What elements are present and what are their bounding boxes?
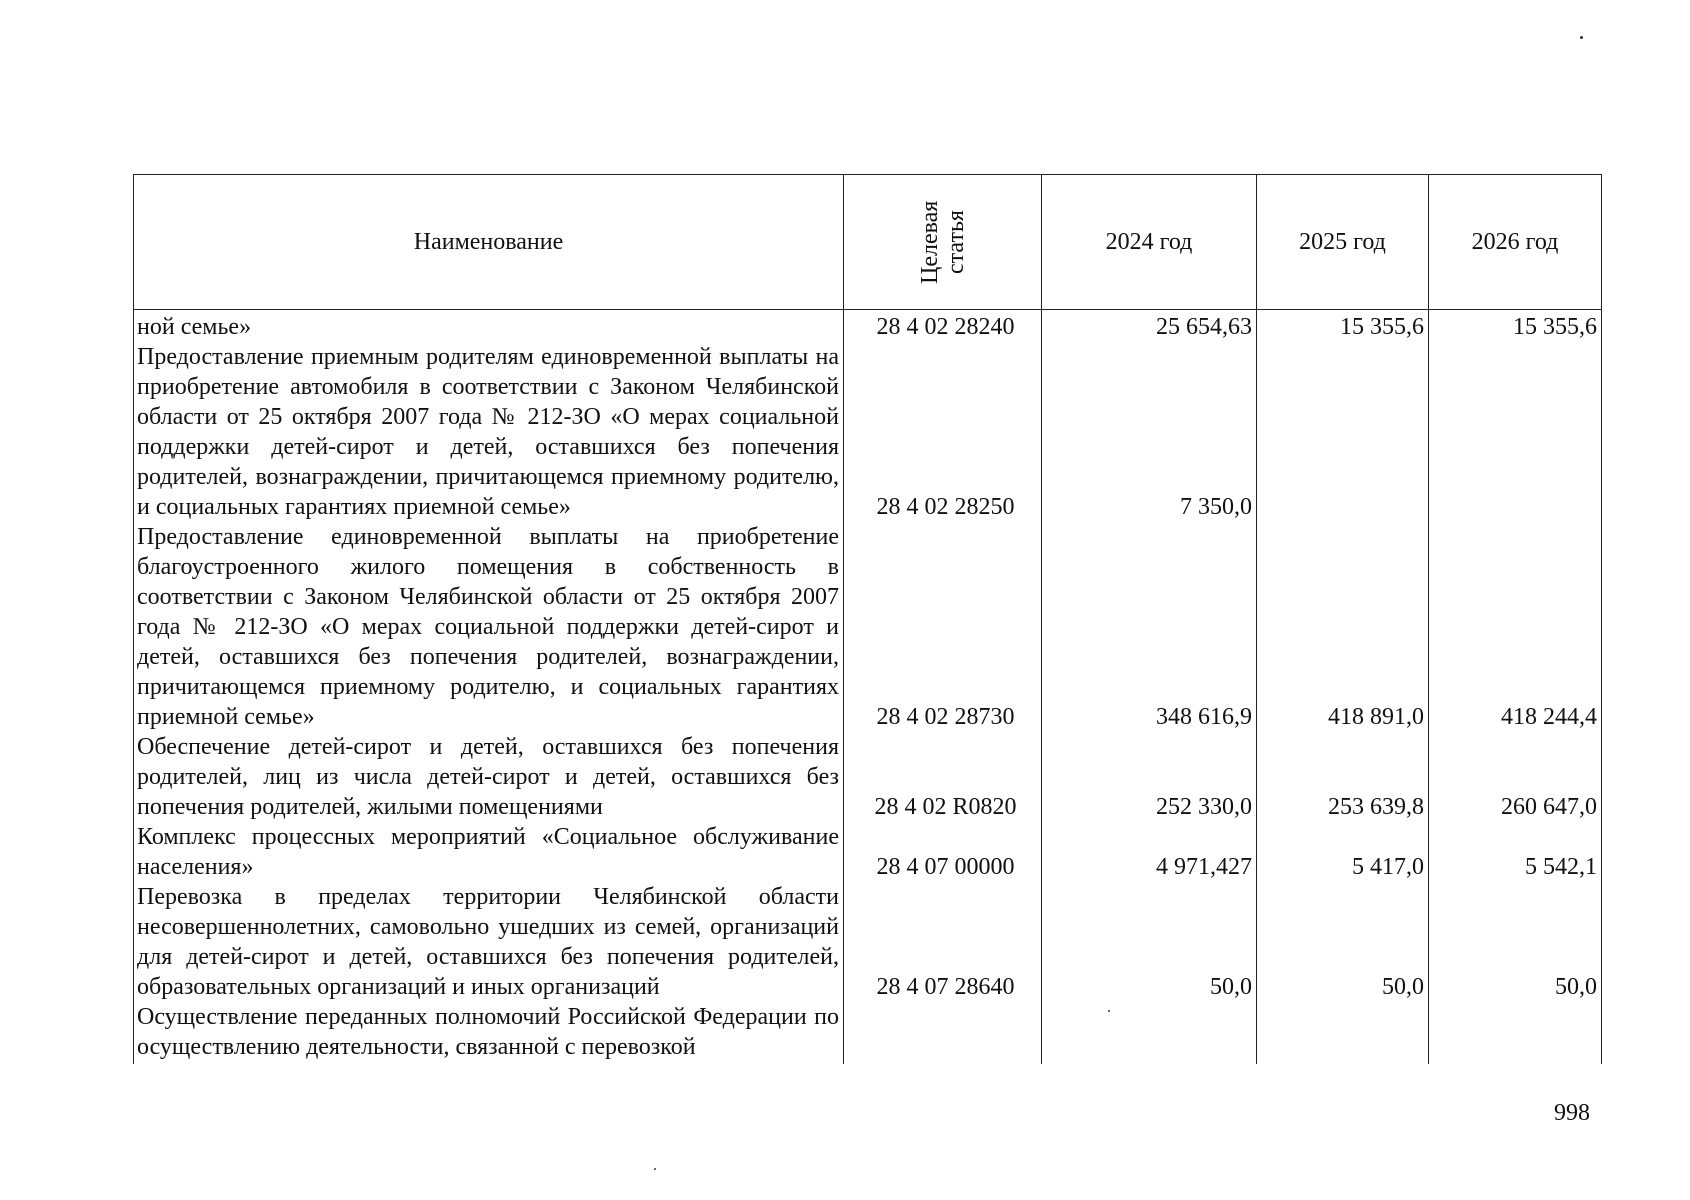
- row-code: [844, 1002, 1042, 1064]
- table-row: [134, 342, 1602, 522]
- row-name: Предоставление единовременной выплаты на приобретение благоустроенного жилого помещения в собственность в соответствии с Законом Челябинской области от 25 октября 2007 года № 212-ЗО «О мерах социальной поддержки детей-сирот и детей, оставшихся без попечения родителей, вознаграждении, причитающемся приемному родителю, и социальных гарантиях приемной семье»: [134, 522, 844, 732]
- row-name: Перевозка в пределах территории Челябинской области несовершеннолетних, самовольно ушедших из семей, организаций для детей-сирот и детей, оставшихся без попечения родителей, образовательных организаций и иных организаций: [134, 882, 844, 1002]
- table-row: [134, 310, 1602, 343]
- row-name: Комплекс процессных мероприятий «Социальное обслуживание населения»: [134, 822, 844, 882]
- row-code: 28 4 02 28250: [844, 342, 1042, 522]
- row-value-2024: [1042, 1002, 1257, 1064]
- row-value-2024: 7 350,0: [1042, 342, 1257, 522]
- row-name: Предоставление приемным родителям единовременной выплаты на приобретение автомобиля в соответствии с Законом Челябинской области от 25 октября 2007 года № 212-ЗО «О мерах социальной поддержки детей-сирот и детей, оставшихся без попечения родителей, вознаграждении, причитающемся приемному родителю, и социальных гарантиях приемной семье»: [134, 342, 844, 522]
- row-value-2025: 418 891,0: [1257, 522, 1429, 732]
- row-value-2026: 5 542,1: [1429, 822, 1602, 882]
- header-year-2025: 2025 год: [1257, 175, 1429, 310]
- row-value-2026: 260 647,0: [1429, 732, 1602, 822]
- header-target-article-label: Целевая статья: [916, 200, 969, 284]
- row-code: 28 4 07 00000: [844, 822, 1042, 882]
- header-year-2024: 2024 год: [1042, 175, 1257, 310]
- table-row: [134, 732, 1602, 822]
- row-code: 28 4 02 R0820: [844, 732, 1042, 822]
- row-name: Осуществление переданных полномочий Российской Федерации по осуществлению деятельности, связанной с перевозкой: [134, 1002, 844, 1064]
- table-header-row: [134, 175, 1602, 310]
- header-name: Наименование: [134, 175, 844, 310]
- row-code: 28 4 02 28240: [844, 310, 1042, 343]
- table-row: [134, 822, 1602, 882]
- table-row: [134, 882, 1602, 1002]
- row-value-2025: 15 355,6: [1257, 310, 1429, 343]
- row-value-2026: [1429, 1002, 1602, 1064]
- scan-speck: [1580, 36, 1583, 39]
- row-name: Обеспечение детей-сирот и детей, оставшихся без попечения родителей, лиц из числа детей-сирот и детей, оставшихся без попечения родителей, жилыми помещениями: [134, 732, 844, 822]
- row-value-2026: 418 244,4: [1429, 522, 1602, 732]
- table-row: [134, 1002, 1602, 1064]
- row-value-2026: 50,0: [1429, 882, 1602, 1002]
- row-value-2025: [1257, 342, 1429, 522]
- table-row: [134, 522, 1602, 732]
- scan-speck: [654, 1168, 656, 1170]
- row-value-2025: 253 639,8: [1257, 732, 1429, 822]
- header-target-article: [844, 175, 1042, 310]
- row-value-2024: 348 616,9: [1042, 522, 1257, 732]
- row-name: ной семье»: [134, 310, 844, 343]
- budget-table: [133, 174, 1602, 1064]
- row-value-2024: 252 330,0: [1042, 732, 1257, 822]
- row-value-2024: 4 971,427: [1042, 822, 1257, 882]
- row-value-2025: [1257, 1002, 1429, 1064]
- row-value-2024: 25 654,63: [1042, 310, 1257, 343]
- row-value-2025: 5 417,0: [1257, 822, 1429, 882]
- row-code: 28 4 07 28640: [844, 882, 1042, 1002]
- header-year-2026: 2026 год: [1429, 175, 1602, 310]
- row-value-2026: 15 355,6: [1429, 310, 1602, 343]
- row-code: 28 4 02 28730: [844, 522, 1042, 732]
- page-number: 998: [1554, 1100, 1590, 1126]
- row-value-2024: 50,0: [1042, 882, 1257, 1002]
- row-value-2025: 50,0: [1257, 882, 1429, 1002]
- row-value-2026: [1429, 342, 1602, 522]
